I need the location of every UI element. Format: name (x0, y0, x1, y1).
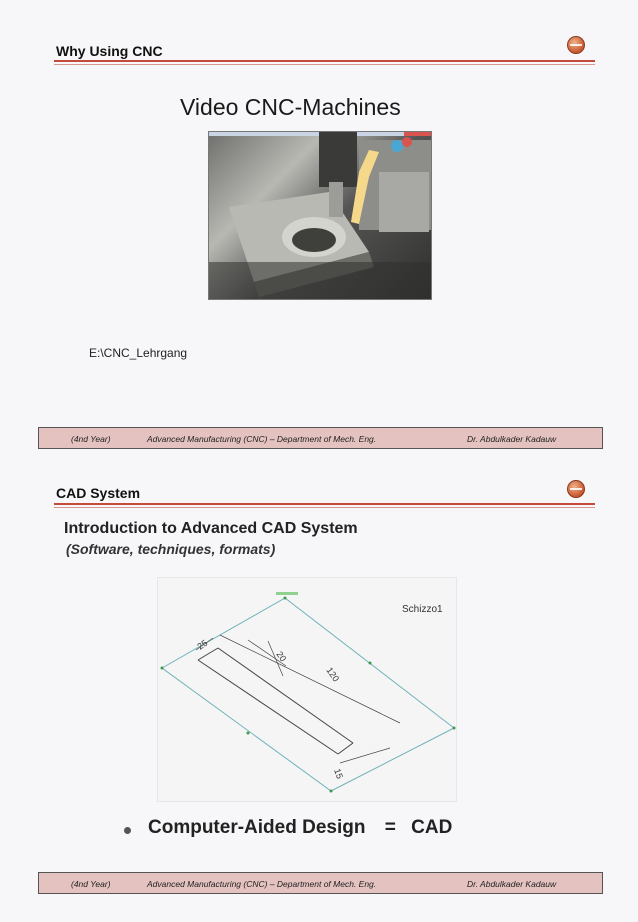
slide1-title-rule (54, 60, 595, 62)
file-path[interactable]: E:\CNC_Lehrgang (89, 346, 188, 360)
video-heading: Video CNC-Machines (180, 94, 401, 120)
dim-label: 25 (195, 637, 210, 652)
footer-author: Dr. Abdulkader Kadauw (467, 434, 557, 444)
footer-year: (4nd Year) (71, 879, 111, 889)
cad-sketch-drawing (158, 578, 456, 801)
cad-subheading: (Software, techniques, formats) (66, 541, 276, 557)
logo-icon (567, 480, 585, 498)
cad-sketch-image (157, 577, 457, 802)
footer-course: Advanced Manufacturing (CNC) – Department of Mech. Eng. (147, 879, 377, 889)
cad-equals: = (384, 817, 396, 838)
logo-icon (567, 36, 585, 54)
slide2-title-rule (54, 503, 595, 505)
slide1-footer (38, 427, 603, 449)
footer-author: Dr. Abdulkader Kadauw (467, 879, 557, 889)
footer-year: (4nd Year) (71, 434, 111, 444)
dim-label: 20 (274, 649, 289, 664)
bullet-icon (124, 827, 131, 834)
slide1-title: Why Using CNC (56, 43, 163, 59)
cad-heading: Introduction to Advanced CAD System (64, 520, 358, 537)
cad-abbr: CAD (411, 817, 453, 838)
dim-label: 120 (324, 665, 342, 684)
cnc-machine-image (209, 132, 431, 299)
video-thumbnail[interactable] (208, 131, 432, 300)
sketch-label: Schizzo1 (402, 604, 443, 615)
slide2-title: CAD System (56, 485, 141, 501)
slide2-footer (38, 872, 603, 894)
slide2-title-rule-thin (54, 507, 595, 508)
cad-term: Computer-Aided Design (148, 817, 366, 838)
footer-course: Advanced Manufacturing (CNC) – Department of Mech. Eng. (147, 434, 377, 444)
dim-label: 15 (332, 767, 345, 781)
cad-definition (148, 817, 452, 839)
slide1-title-rule-thin (54, 64, 595, 65)
